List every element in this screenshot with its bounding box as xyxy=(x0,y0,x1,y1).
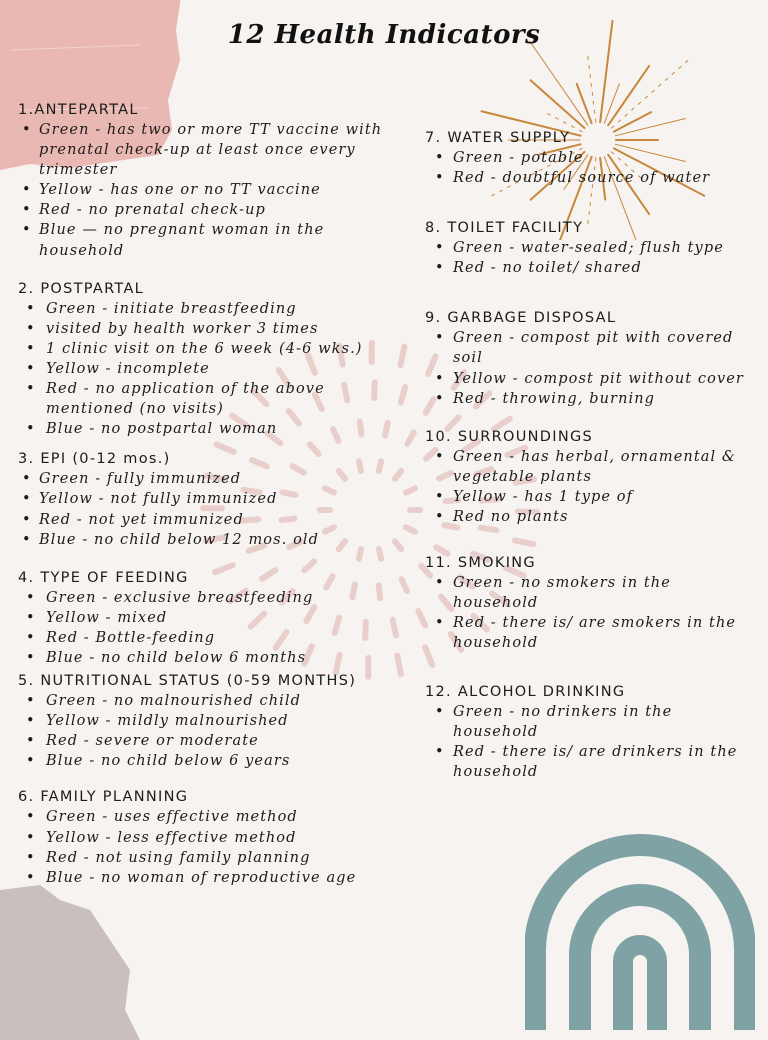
section-heading: 8. TOILET FACILITY xyxy=(425,218,745,238)
list-item: • Yellow - has 1 type of xyxy=(425,487,745,507)
list-item: • Green - initiate breastfeeding xyxy=(18,299,413,319)
indicator-list xyxy=(425,238,745,278)
list-item: • Green - no drinkers in the household xyxy=(425,702,745,742)
list-item: • Green - no malnourished child xyxy=(18,691,413,711)
right-column xyxy=(425,128,745,782)
list-item: • Green - water-sealed; flush type xyxy=(425,238,745,258)
list-item: • Red - no prenatal check-up xyxy=(18,200,413,220)
grey-paint-blob xyxy=(0,880,150,1040)
list-item: • Yellow - mixed xyxy=(18,608,413,628)
section-heading: 9. GARBAGE DISPOSAL xyxy=(425,308,745,328)
list-item: • Green - has two or more TT vaccine with prenatal check-up at least once every trimester xyxy=(18,120,413,180)
section-postpartal xyxy=(18,279,413,440)
list-item: • Green - has herbal, ornamental & vegetable plants xyxy=(425,447,745,487)
list-item: • Red - severe or moderate xyxy=(18,731,413,751)
indicator-list xyxy=(18,299,413,440)
list-item: • Blue - no child below 6 months xyxy=(18,648,413,668)
section-water-supply xyxy=(425,128,745,188)
list-item: • Blue - no child below 12 mos. old xyxy=(18,530,413,550)
list-item: • Yellow - mildly malnourished xyxy=(18,711,413,731)
list-item: • Blue — no pregnant woman in the household xyxy=(18,220,413,260)
section-heading: 2. POSTPARTAL xyxy=(18,279,413,299)
list-item: • Red - not yet immunized xyxy=(18,510,413,530)
list-item: • 1 clinic visit on the 6 week (4-6 wks.) xyxy=(18,339,413,359)
list-item: • Red - throwing, burning xyxy=(425,389,745,409)
section-antepartal xyxy=(18,100,413,261)
section-heading: 1.ANTEPARTAL xyxy=(18,100,413,120)
list-item: • Red - not using family planning xyxy=(18,848,413,868)
section-heading: 12. ALCOHOL DRINKING xyxy=(425,682,745,702)
section-type-of-feeding xyxy=(18,568,413,668)
list-item: • Yellow - compost pit without cover xyxy=(425,369,745,389)
section-heading: 3. EPI (0-12 mos.) xyxy=(18,449,413,469)
section-heading: 5. NUTRITIONAL STATUS (0-59 MONTHS) xyxy=(18,671,413,691)
list-item: • Green - exclusive breastfeeding xyxy=(18,588,413,608)
list-item: • Blue - no postpartal woman xyxy=(18,419,413,439)
list-item: • Green - no smokers in the household xyxy=(425,573,745,613)
list-item: • Green - potable xyxy=(425,148,745,168)
section-surroundings xyxy=(425,427,745,527)
section-heading: 4. TYPE OF FEEDING xyxy=(18,568,413,588)
list-item: • Red - there is/ are smokers in the household xyxy=(425,613,745,653)
list-item: • Yellow - less effective method xyxy=(18,828,413,848)
section-toilet-facility xyxy=(425,218,745,278)
indicator-list xyxy=(18,807,413,887)
indicator-list xyxy=(425,148,745,188)
indicator-list xyxy=(18,469,413,549)
rainbow-arch-decoration xyxy=(525,830,755,1030)
list-item: • Red - no application of the above mentioned (no visits) xyxy=(18,379,413,419)
list-item: • Red no plants xyxy=(425,507,745,527)
list-item: • Green - compost pit with covered soil xyxy=(425,328,745,368)
list-item: • Yellow - incomplete xyxy=(18,359,413,379)
indicator-list xyxy=(18,120,413,261)
indicator-list xyxy=(425,447,745,527)
indicator-list xyxy=(425,702,745,782)
list-item: • Blue - no child below 6 years xyxy=(18,751,413,771)
section-garbage-disposal xyxy=(425,308,745,408)
list-item: • Green - uses effective method xyxy=(18,807,413,827)
indicator-list xyxy=(425,328,745,408)
indicator-list xyxy=(18,691,413,771)
section-family-planning xyxy=(18,787,413,887)
page-title: 12 Health Indicators xyxy=(0,20,768,50)
list-item: • Yellow - has one or no TT vaccine xyxy=(18,180,413,200)
section-smoking xyxy=(425,553,745,653)
indicator-list xyxy=(18,588,413,668)
list-item: • Red - Bottle-feeding xyxy=(18,628,413,648)
section-nutritional-status xyxy=(18,671,413,771)
section-alcohol-drinking xyxy=(425,682,745,782)
section-heading: 7. WATER SUPPLY xyxy=(425,128,745,148)
list-item: • Red - doubtful source of water xyxy=(425,168,745,188)
list-item: • Green - fully immunized xyxy=(18,469,413,489)
section-heading: 11. SMOKING xyxy=(425,553,745,573)
list-item: • Red - no toilet/ shared xyxy=(425,258,745,278)
section-heading: 6. FAMILY PLANNING xyxy=(18,787,413,807)
indicator-list xyxy=(425,573,745,653)
left-column xyxy=(18,100,413,888)
section-epi xyxy=(18,449,413,549)
list-item: • visited by health worker 3 times xyxy=(18,319,413,339)
list-item: • Blue - no woman of reproductive age xyxy=(18,868,413,888)
list-item: • Red - there is/ are drinkers in the household xyxy=(425,742,745,782)
list-item: • Yellow - not fully immunized xyxy=(18,489,413,509)
section-heading: 10. SURROUNDINGS xyxy=(425,427,745,447)
